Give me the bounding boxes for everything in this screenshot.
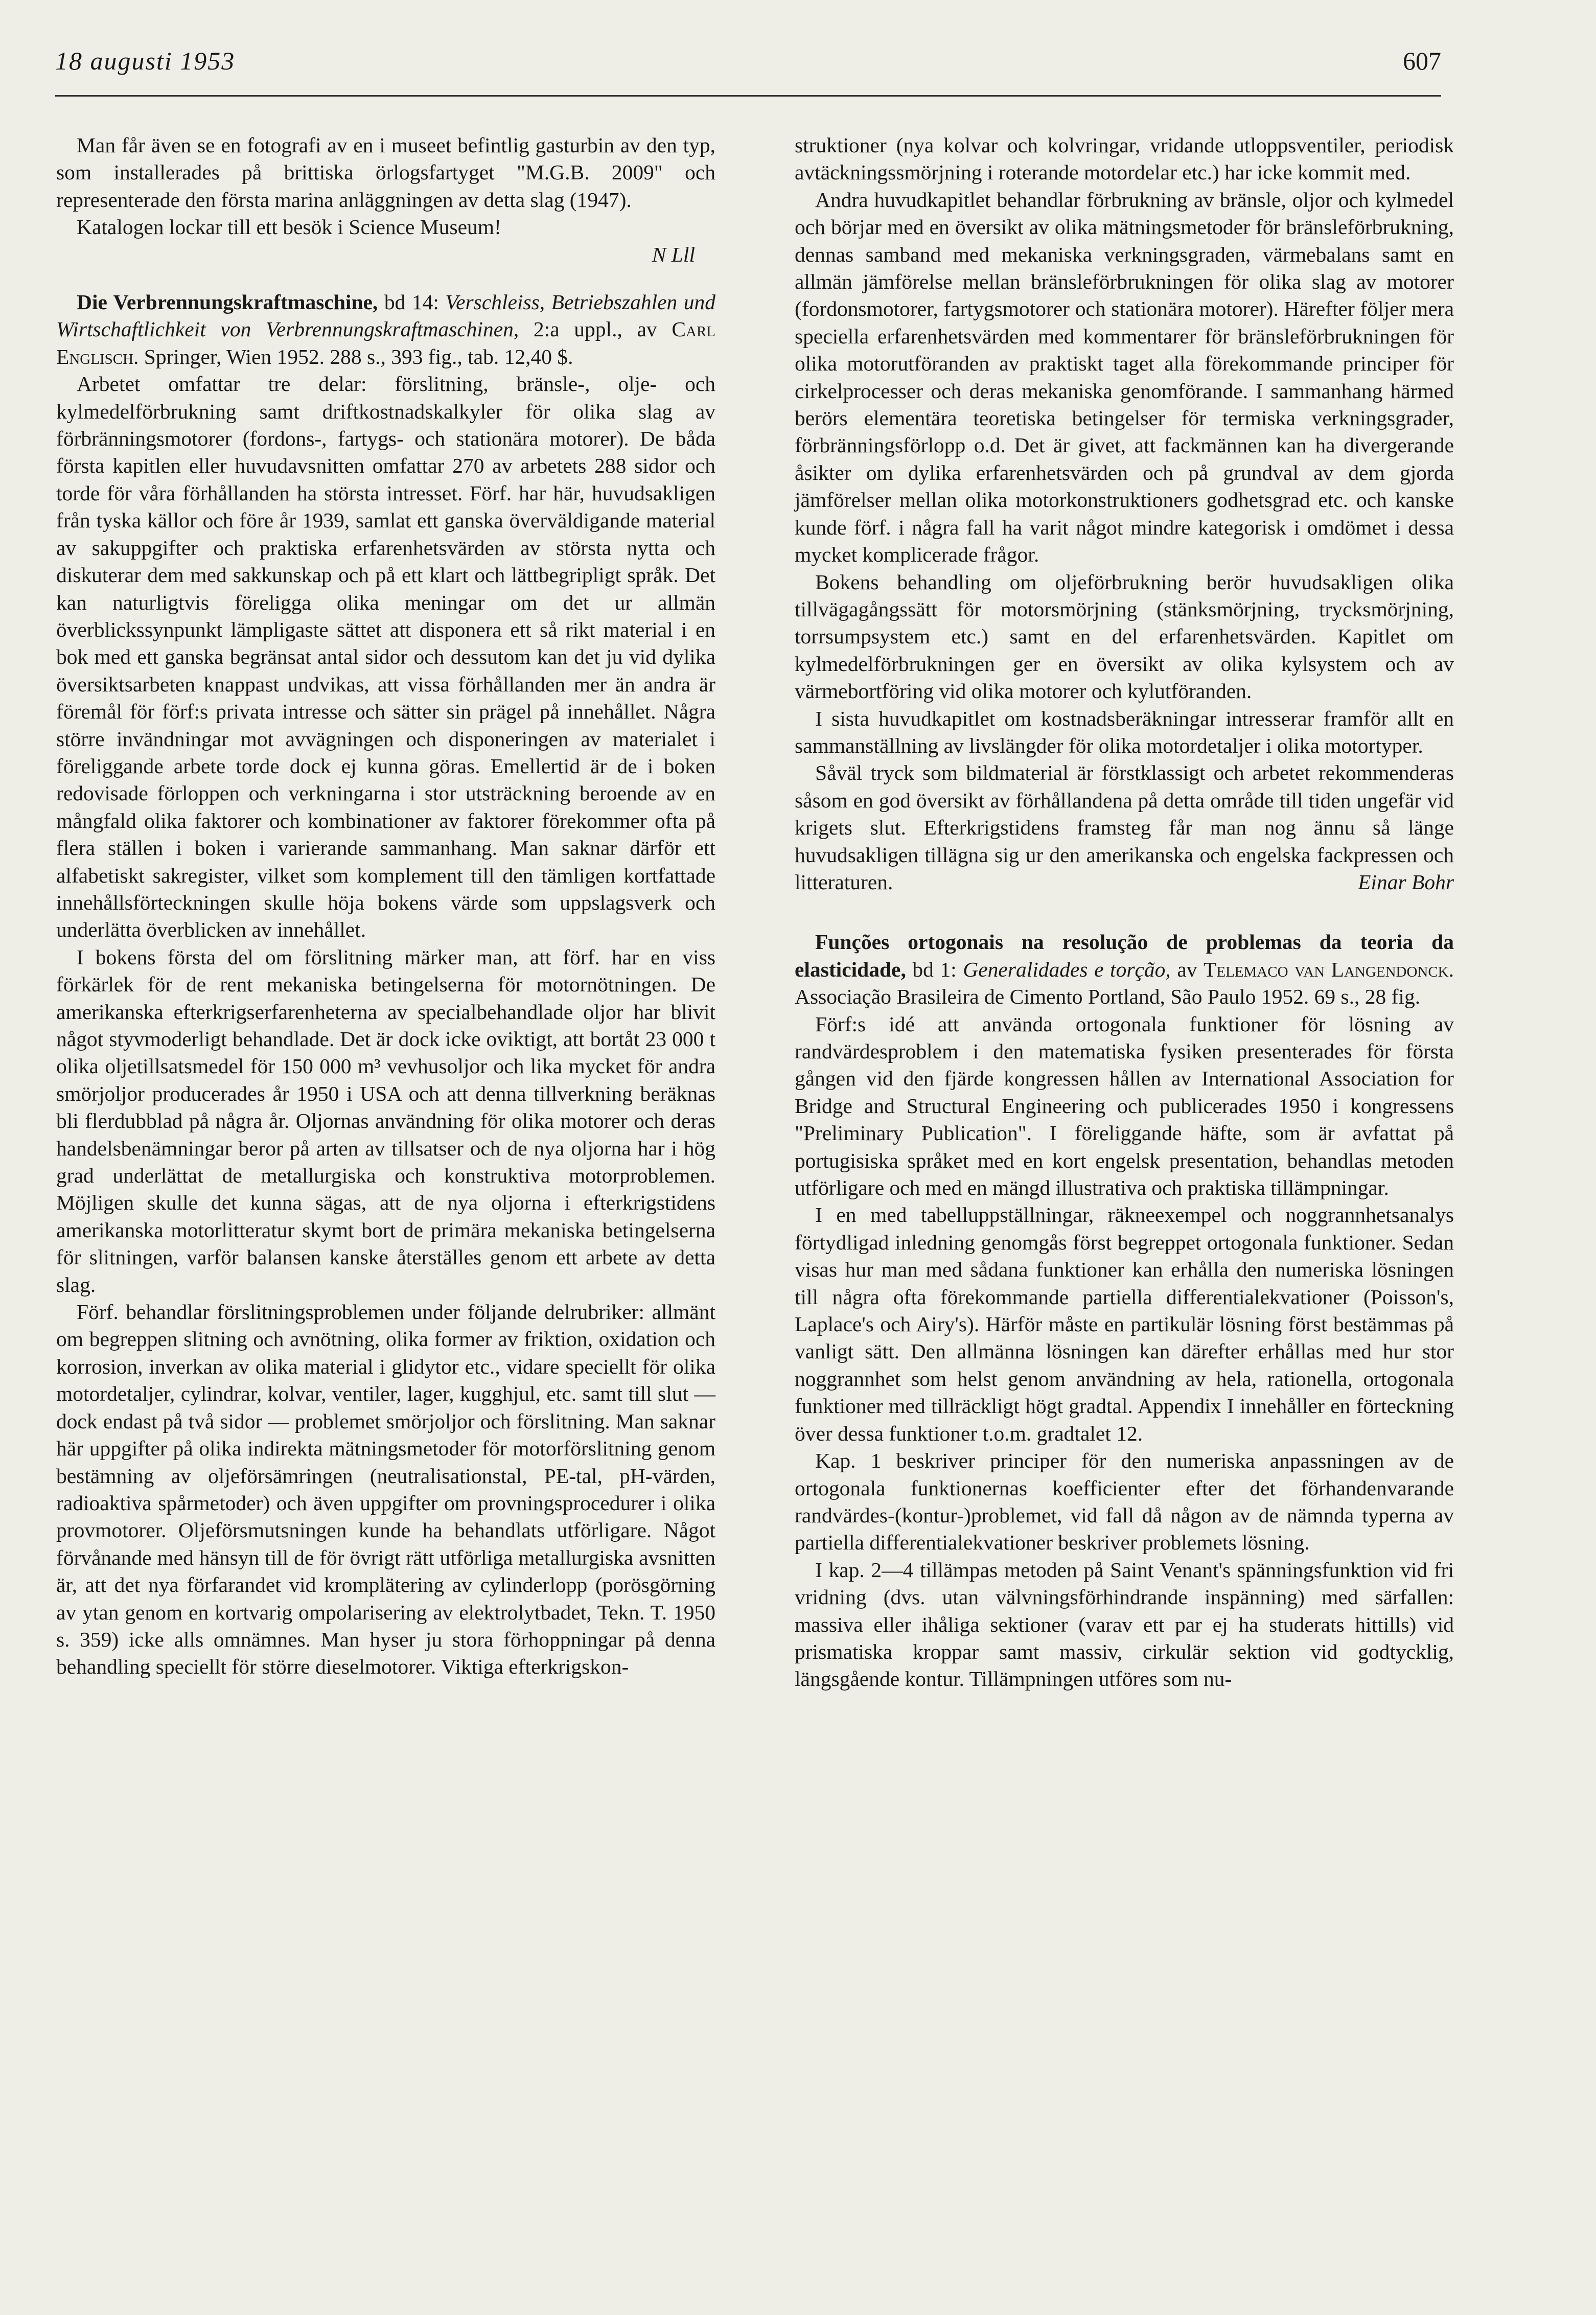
paragraph: Kap. 1 beskriver principer för den numeriska anpassningen av de ortogonala funktionernas koefficienter efter det förhandenvarande randvärdes-(kontur-)problemet, vid fall då någon av de nämnda typerna av partiella differentialekvationer beskriver problemets lösning. <box>795 1449 1454 1555</box>
page-header <box>55 46 1441 87</box>
paragraph: Arbetet omfattar tre delar: förslitning, bränsle-, olje- och kylmedelförbrukning samt driftkostnadskalkyler för olika slag av förbränningsmotorer (fordons-, fartygs- och stationära motorer). De båda första kapitlen eller huvudavsnitten omfattar 270 av arbetets 288 sidor och torde för våra förhållanden ha största intresset. Förf. har här, huvudsakligen från tyska källor och före år 1939, samlat ett ganska överväldigande material av sakuppgifter och praktiska erfarenhetsvärden av största nytta och diskuterar dem med sakkunskap och på ett klart och lättbegripligt språk. Det kan naturligtvis föreligga olika meningar om det ur allmän överblickssynpunkt lämpligaste sättet att disponera ett så rikt material i en bok med ett ganska begränsat antal sidor och dessutom kan det ju vid dylika översiktsarbeten knappast undvikas, att vissa förhållanden mer än andra är föremål för förf:s privata intresse och sätter sin prägel på innehållet. Några större invändningar mot avvägningen och disponeringen av materialet i föreliggande arbete torde dock ej kunna göras. Emellertid är de i boken redovisade förloppen och verkningarna i stor utsträckning beroende av en mångfald olika faktorer och kombinationer av faktorer förekommer ofta på flera ställen i boken i varierande sammanhang. Man saknar därför ett alfabetiskt sakregister, vilket som komplement till den tämligen kortfattade innehållsförteckningen skulle höja bokens värde som uppslagsverk och underlätta överblicken av innehållet. <box>56 372 715 942</box>
review-by: av <box>1177 957 1197 981</box>
review-volume: bd 14: <box>384 290 439 314</box>
review-publisher: Associação Brasileira de Cimento Portland, São Paulo 1952. 69 s., 28 fig. <box>795 985 1421 1009</box>
review-subtitle: Generalidades e torção, <box>963 957 1171 981</box>
paragraph-text: Såväl tryck som bildmaterial är förstklassigt och arbetet rekommenderas såsom en god översikt av förhållandena på detta område till tiden ungefär vid krigets slut. Efterkrigstidens framsteg får man nog ännu så länge huvudsakligen tillägna sig ur den amerikanska och engelska fackpressen och litteraturen. <box>795 761 1454 894</box>
paragraph: Bokens behandling om oljeförbrukning berör huvudsakligen olika tillvägagångssätt för motorsmörjning (stänksmörjning, trycksmörjning, torrsumpsystem etc.) samt en del erfarenhetsvärden. Kapitlet om kylmedelförbrukningen ger en översikt av olika kylsystem och av värmebortföring vid olika motorer och kylutföranden. <box>795 570 1454 703</box>
review-publisher: Springer, Wien 1952. 288 s., 393 fig., tab. 12,40 $. <box>144 344 573 368</box>
review-title: Funções ortogonais na resolução de problemas da teoria da elasticidade, <box>795 930 1454 981</box>
review-heading <box>56 289 715 371</box>
header-rule <box>55 95 1441 97</box>
page-number: 607 <box>1403 47 1441 75</box>
review-subtitle: Verschleiss, Betriebszahlen und Wirtschaftlichkeit von Verbrennungskraftmaschinen, <box>56 290 716 341</box>
review-author: Telemaco van Langendonck. <box>1204 957 1454 981</box>
paragraph: I en med tabelluppställningar, räkneexempel och noggrannhetsanalys förtydligad inledning genomgås först begreppet ortogonala funktioner. Sedan visas hur man med sådana funktioner kan erhålla den numeriska lösningen till några ofta förekommande partiella differentialekvationer (Poisson's, Laplace's och Airy's). Härför måste en partikulär lösning först bestämmas på vanligt sätt. Den allmänna lösningen kan därefter erhållas med hur stor noggrannhet som helst genom användning av hela, rationella, ortogonala funktioner med tillräckligt högt gradtal. Appendix I innehåller en förteckning över dessa funktioner t.o.m. gradtalet 12. <box>795 1203 1454 1445</box>
right-column <box>795 132 1454 1693</box>
paragraph <box>795 759 1454 896</box>
paragraph: I kap. 2—4 tillämpas metoden på Saint Venant's spänningsfunktion vid fri vridning (dvs. utan välvningsförhindrande inspänning) med särfallen: massiva eller ihåliga sektioner (varav ett par ej ha studerats hittills) vid prismatiska kroppar samt massiv, cirkulär sektion vid godtycklig, längsgående kontur. Tillämpningen utföres som nu- <box>795 1558 1454 1691</box>
signature: Einar Bohr <box>1358 870 1454 894</box>
issue-date: 18 augusti 1953 <box>55 47 236 75</box>
paragraph: Andra huvudkapitlet behandlar förbrukning av bränsle, oljor och kylmedel och börjar med en översikt av olika mätningsmetoder för bränsleförbrukning, dennas samband med mekaniska verkningsgraden, värmebalans samt en allmän jämförelse mellan bränsleförbrukningen för olika slag av motorer (fordonsmotorer, fartygsmotorer och stationära motorer). Härefter följer mera speciella erfarenhetsvärden med kommentarer för bränsleförbrukningen för olika motorutföranden av praktiskt taget alla förekommande principer för cirkelprocesser och deras mekaniska genomförande. I sammanhang härmed berörs elementära teoretiska betingelser för termiska verkningsgrader, förbränningsförlopp o.d. Det är givet, att fackmännen kan ha divergerande åsikter om dylika erfarenhetsvärden och på grundval av dem gjorda jämförelser mellan olika motorkonstruktioners godhetsgrad etc. och kanske kunde förf. i några fall ha varit något mindre kategorisk i omdömet i dessa mycket komplicerade frågor. <box>795 188 1454 567</box>
left-column <box>56 132 715 1681</box>
paragraph: Katalogen lockar till ett besök i Science Museum! <box>77 215 501 239</box>
paragraph: Förf:s idé att använda ortogonala funktioner för lösning av randvärdesproblem i den matematiska fysiken presenterades för första gången vid den fjärde kongressen hållen av International Association for Bridge and Structural Engineering och publicerades 1950 i kongressens "Preliminary Publication". I föreliggande häfte, som är avfattat på portugisiska språket med en kort engelsk presentation, behandlas metoden utförligare och med en mängd illustrativa och praktiska tillämpningar. <box>795 1012 1454 1200</box>
review-title: Die Verbrennungskraftmaschine, <box>77 290 378 314</box>
signature: N Lll <box>652 242 695 266</box>
paragraph: Man får även se en fotografi av en i museet befintlig gasturbin av den typ, som installerades på brittiska örlogsfartyget "M.G.B. 2009" och representerade den första marina anläggningen av detta slag (1947). <box>56 133 715 212</box>
review-volume: bd 1: <box>912 957 957 981</box>
review-author: Carl Englisch. <box>56 317 716 368</box>
review-heading <box>795 929 1454 1010</box>
paragraph: I bokens första del om förslitning märker man, att förf. har en viss förkärlek för de rent mekaniska betingelserna för motornötningen. De amerikanska efterkrigserfarenheterna av specialbehandlade oljor har blivit något styvmoderligt behandlade. Det är dock icke oviktigt, att bortåt 23 000 t olika oljetillsatsmedel för 150 000 m³ vevhusoljor och lika mycket för andra smörjoljor producerades år 1950 i USA och att denna tillverkning beräknas bli flerdubblad på några år. Oljornas användning för olika motorer och deras handelsbenämningar beror på arten av tillsatser och de nya oljorna har i hög grad underlättat de metallurgiska och konstruktiva motorproblemen. Möjligen skulle det kunna sägas, att de nya oljorna i efterkrigstidens amerikanska motorlitteratur skymt bort de primära mekaniska betingelserna för slitningen, varför balansen kanske återställes genom ett arbete av detta slag. <box>56 945 715 1297</box>
paragraph: Förf. behandlar förslitningsproblemen under följande delrubriker: allmänt om begreppen slitning och avnötning, olika former av friktion, oxidation och korrosion, inverkan av olika material i glidytor etc., vidare speciellt för olika motordetaljer, cylindrar, kolvar, ventiler, lager, kugghjul, etc. samt till slut — dock endast på två sidor — problemet smörjoljor och förslitning. Man saknar här uppgifter på olika indirekta mätningsmetoder för motorförslitning genom bestämning av oljeförsämringen (neutralisationstal, PE-tal, pH-värden, radioaktiva spårmetoder) och även uppgifter om provningsprocedurer i olika provmotorer. Oljeförsmutsningen kunde ha behandlats utförligare. Något förvånande med hänsyn till de för övrigt rätt utförliga metallurgiska avsnitten är, att det nya förfarandet vid kromplätering av cylinderlopp (porösgörning av ytan genom en kortvarig ompolarisering av elektrolytbadet, Tekn. T. 1950 s. 359) icke alls omnämnes. Man hyser ju stora förhoppningar på denna behandling speciellt för större dieselmotorer. Viktiga efterkrigskon- <box>56 1300 715 1679</box>
paragraph: struktioner (nya kolvar och kolvringar, vridande utloppsventiler, periodisk avtäckningssmörjning i roterande motordelar etc.) har icke kommit med. <box>795 133 1454 184</box>
paragraph: I sista huvudkapitlet om kostnadsberäkningar intresserar framför allt en sammanställning av livslängder för olika motordetaljer i olika motortyper. <box>795 706 1454 757</box>
review-edition: 2:a uppl., av <box>533 317 657 341</box>
